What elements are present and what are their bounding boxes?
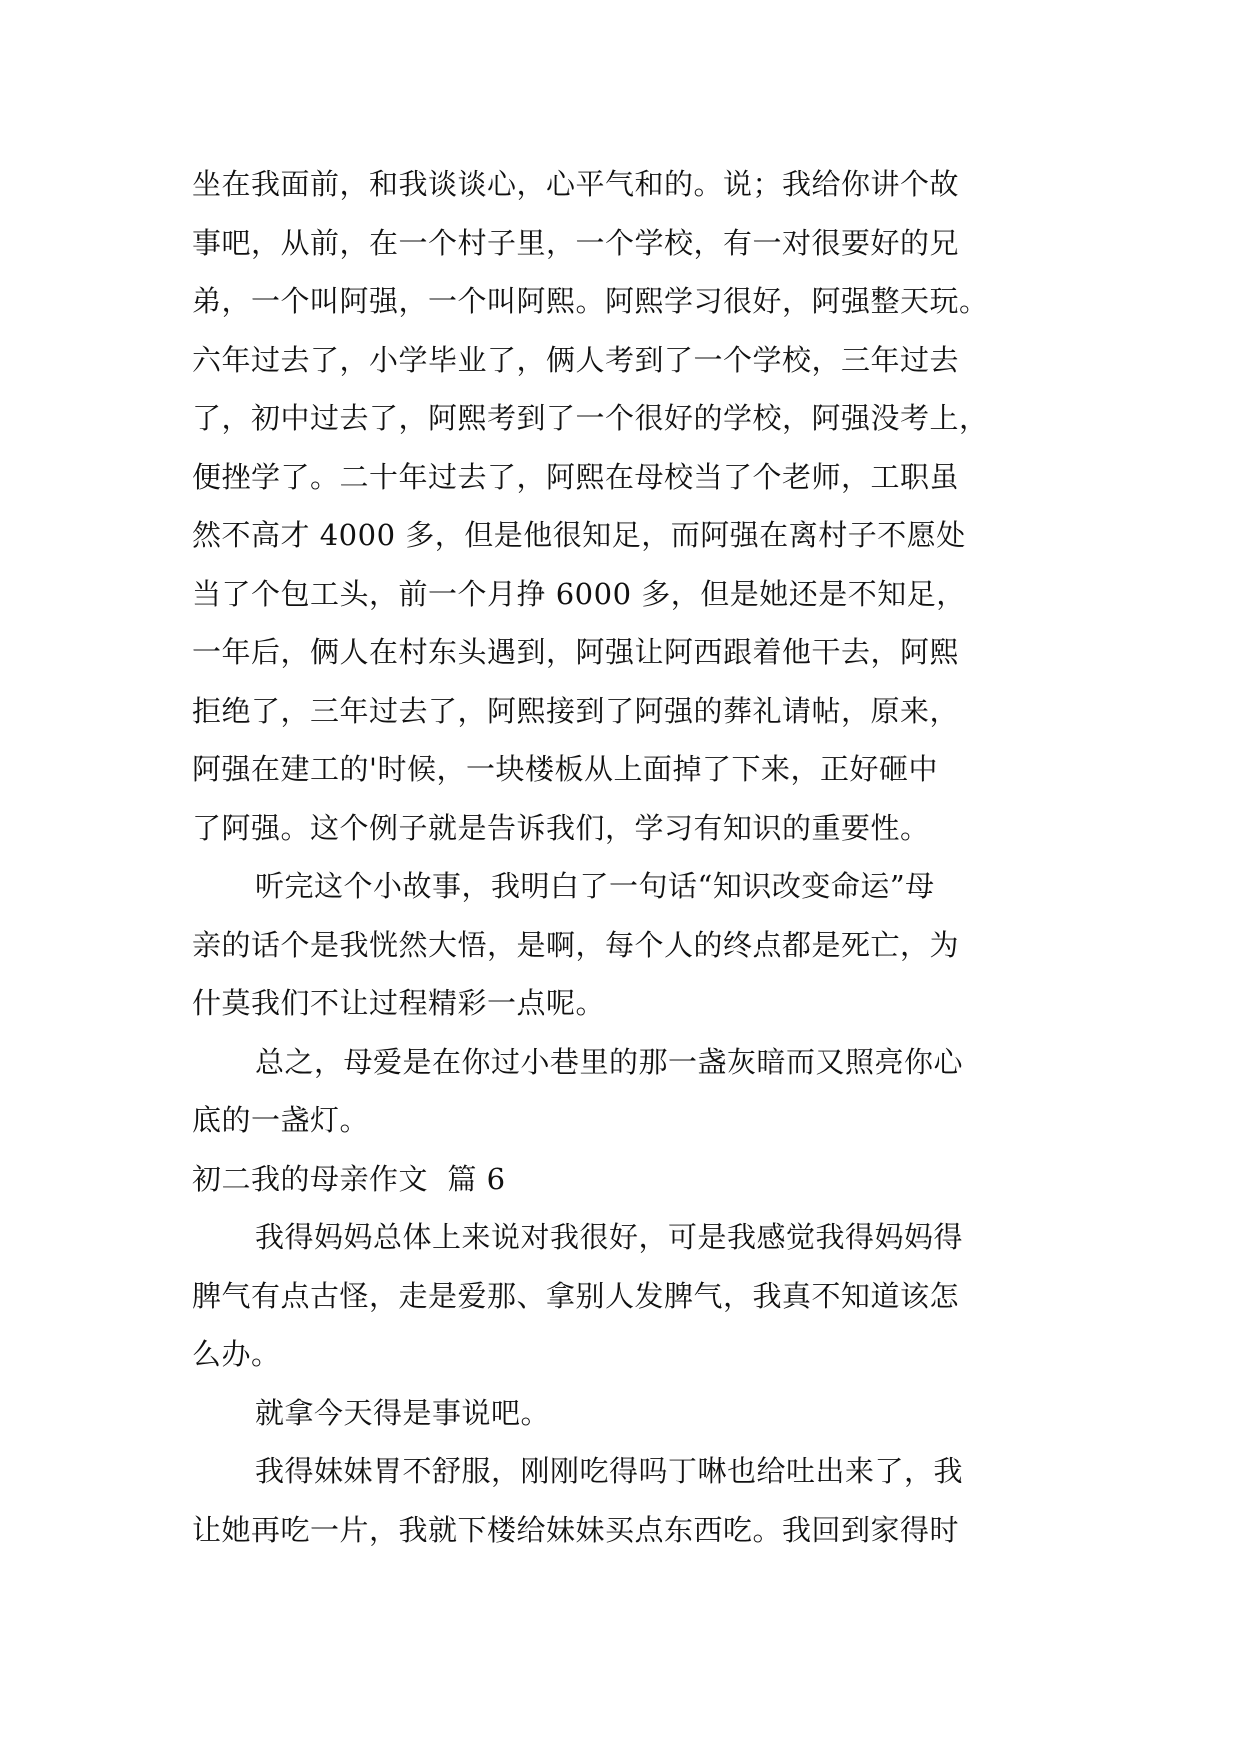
text-line: 了阿强。这个例子就是告诉我们，学习有知识的重要性。 <box>192 810 930 845</box>
text-line: 弟，一个叫阿强，一个叫阿熙。阿熙学习很好，阿强整天玩。 <box>192 284 989 318</box>
text-line: 什莫我们不让过程精彩一点呢。 <box>192 986 606 1020</box>
paragraph <box>192 155 1060 857</box>
text-line: 亲的话个是我恍然大悟，是啊，每个人的终点都是死亡，为 <box>192 927 960 962</box>
text-line: 坐在我面前，和我谈谈心，心平气和的。说；我给你讲个故 <box>192 167 960 201</box>
paragraph <box>192 1442 1060 1559</box>
text-line: 阿强在建工的'时候，一块楼板从上面掉了下来，正好砸中 <box>192 752 938 786</box>
text-line: 当了个包工头，前一个月挣 6000 多，但是她还是不知足， <box>192 576 966 611</box>
text-line: 脾气有点古怪，走是爱那、拿别人发脾气，我真不知道该怎 <box>192 1278 960 1313</box>
text-line: 么办。 <box>192 1337 281 1371</box>
paragraph <box>192 1033 1060 1150</box>
section-heading <box>192 1150 1060 1209</box>
text-line: 六年过去了，小学毕业了，俩人考到了一个学校，三年过去 <box>192 342 960 377</box>
text-line: 总之，母爱是在你过小巷里的那一盏灰暗而又照亮你心 <box>255 1044 964 1079</box>
text-line: 我得妈妈总体上来说对我很好，可是我感觉我得妈妈得 <box>255 1220 964 1254</box>
paragraph <box>192 857 1060 1033</box>
paragraph <box>192 1208 1060 1384</box>
paragraph <box>192 1384 1060 1443</box>
text-line: 听完这个小故事，我明白了一句话“知识改变命运”母 <box>255 869 935 903</box>
text-line: 底的一盏灯。 <box>192 1103 370 1137</box>
text-line: 便挫学了。二十年过去了，阿熙在母校当了个老师，工职虽 <box>192 459 960 494</box>
text-line: 一年后，俩人在村东头遇到，阿强让阿西跟着他干去，阿熙 <box>192 635 960 669</box>
text-line: 让她再吃一片，我就下楼给妹妹买点东西吃。我回到家得时 <box>192 1512 960 1547</box>
text-line: 就拿今天得是事说吧。 <box>255 1395 551 1430</box>
text-line: 事吧，从前，在一个村子里，一个学校，有一对很要好的兄 <box>192 225 960 260</box>
text-line: 拒绝了，三年过去了，阿熙接到了阿强的葬礼请帖，原来， <box>192 693 960 728</box>
text-line: 了，初中过去了，阿熙考到了一个很好的学校，阿强没考上， <box>192 401 989 435</box>
heading-text: 初二我的母亲作文 篇 6 <box>192 1161 506 1196</box>
text-line: 我得妹妹胃不舒服，刚刚吃得吗丁啉也给吐出来了，我 <box>255 1454 964 1488</box>
document-page <box>192 155 1060 1559</box>
text-line: 然不高才 4000 多，但是他很知足，而阿强在离村子不愿处 <box>192 518 966 552</box>
